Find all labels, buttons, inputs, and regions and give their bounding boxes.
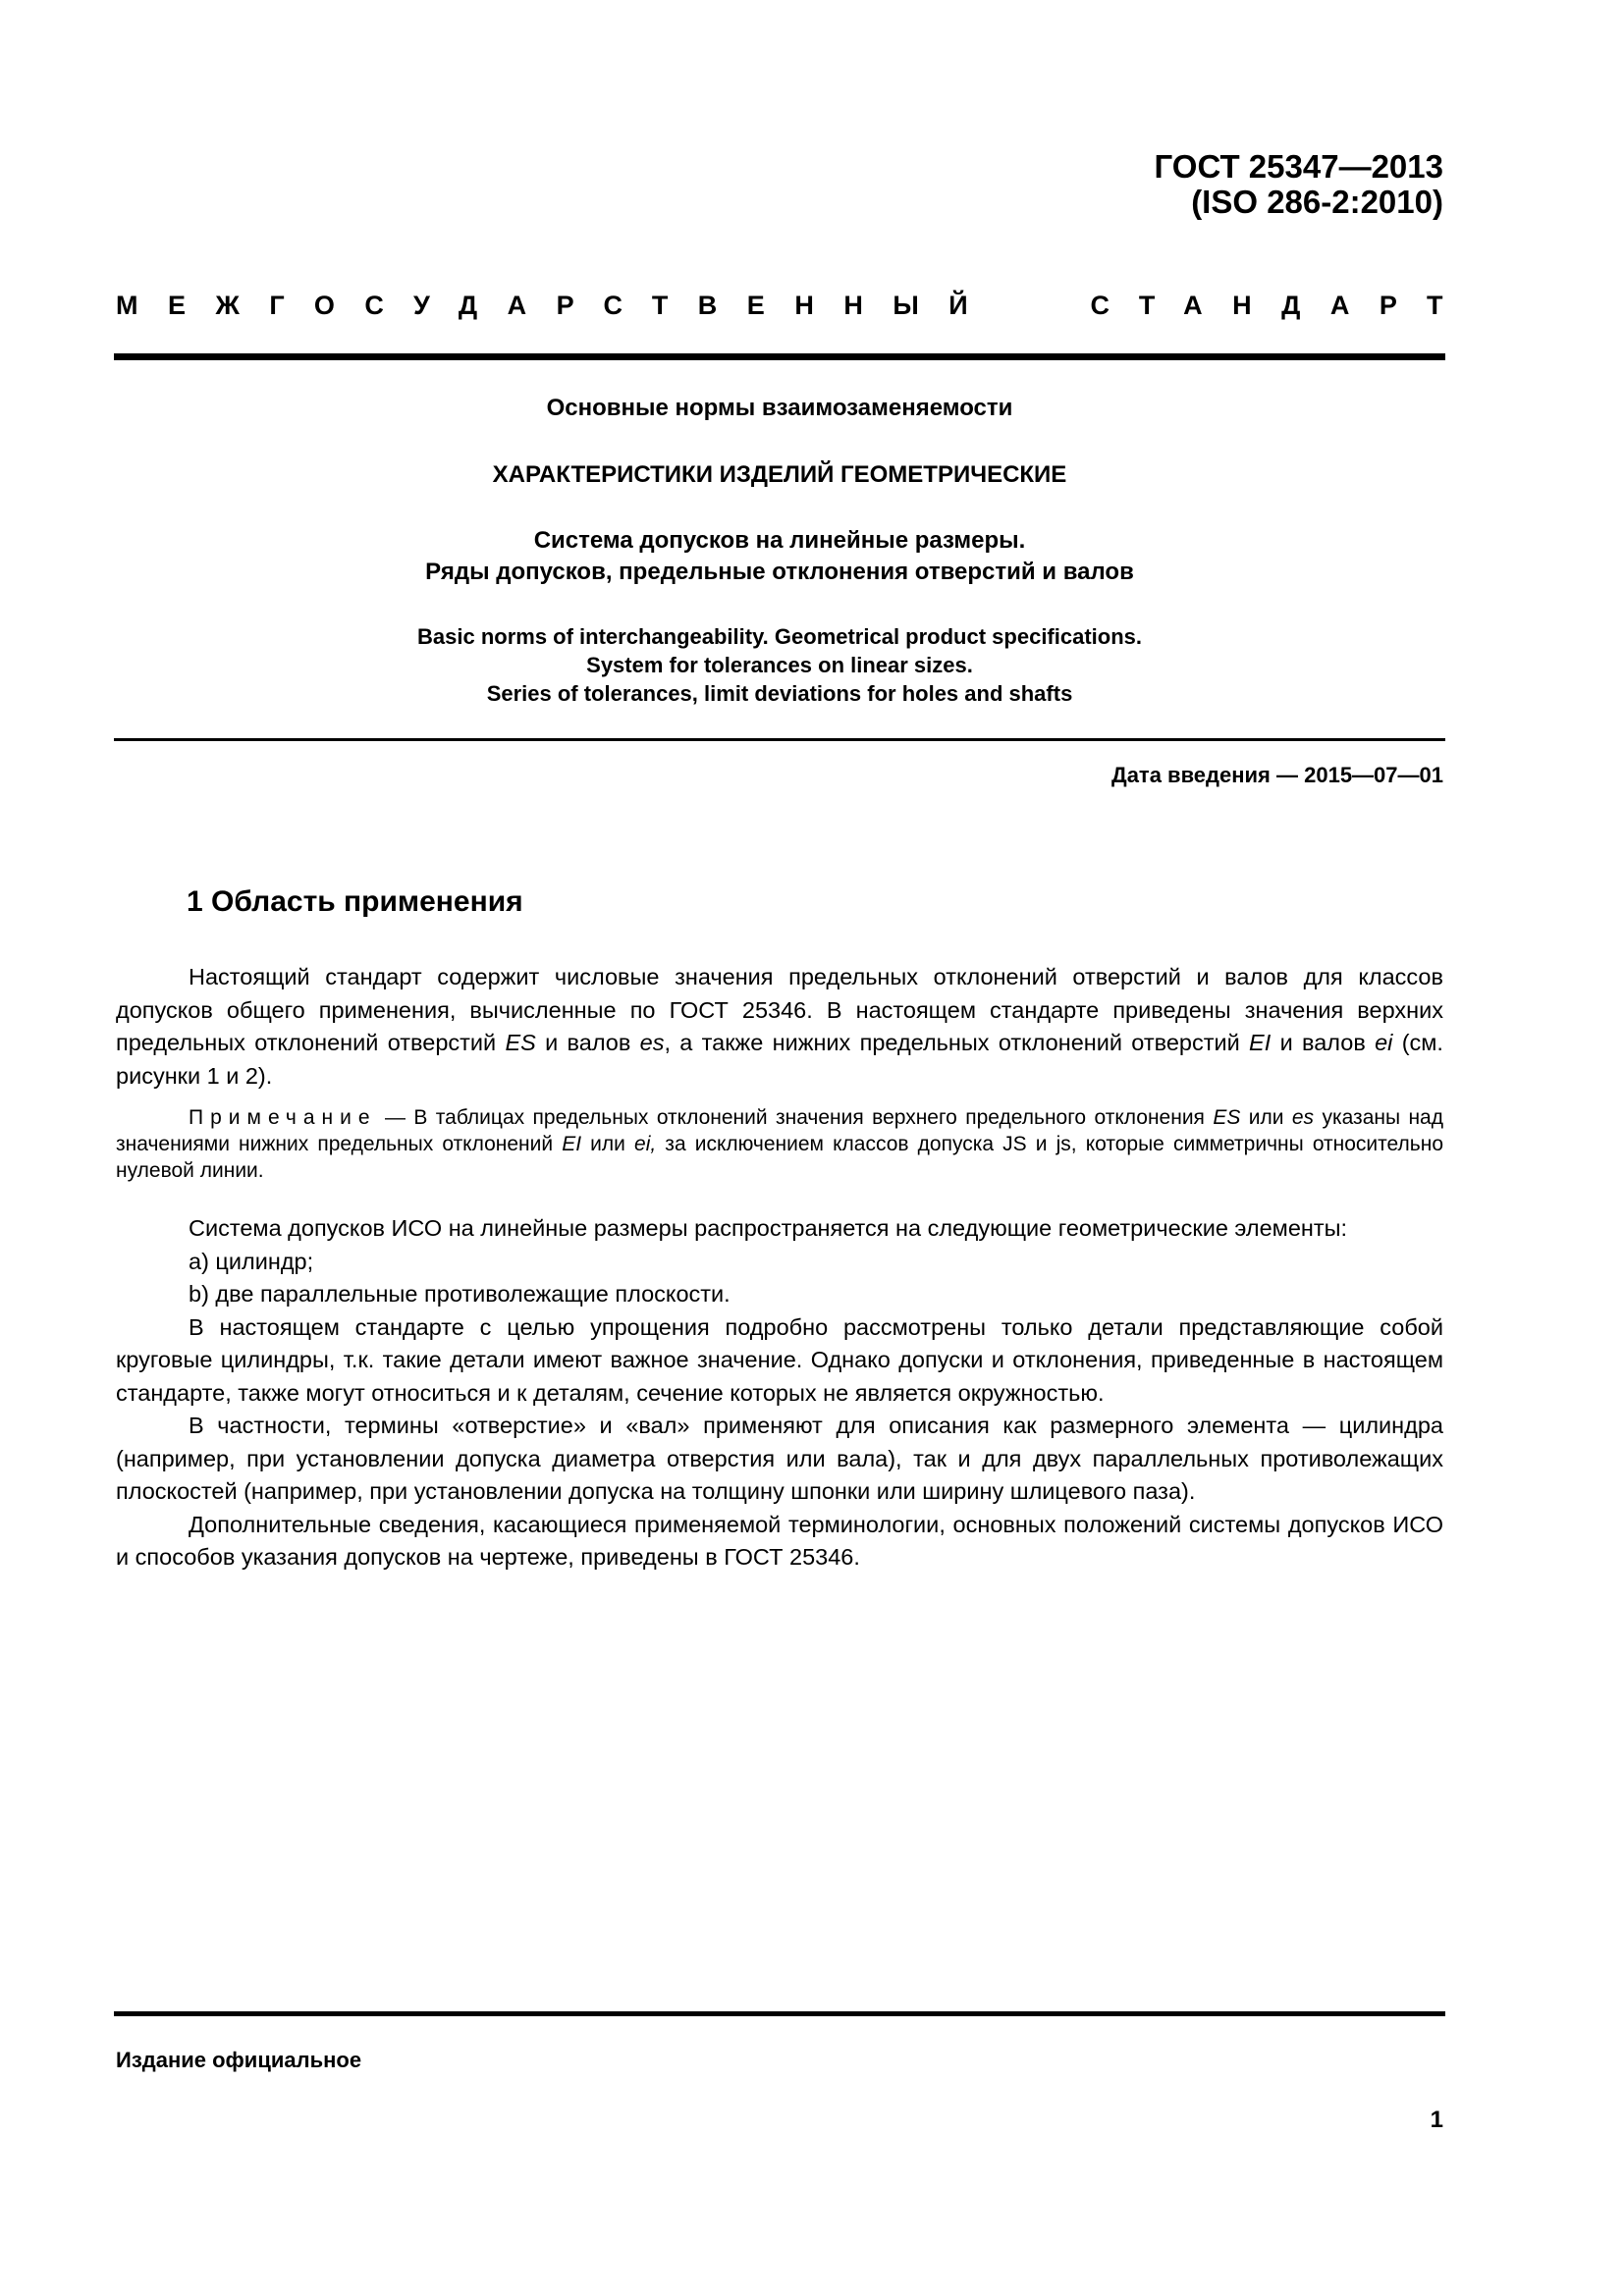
paragraph-4: В частности, термины «отверстие» и «вал» применяют для описания как размерного элемента — цилиндра (например, при установлении допуска диаметра отверстия или вала), так и для двух параллельных противолежащих плоскостей (например, при установлении допуска на толщину шпонки или ширину шлицевого паза). [116, 1413, 1443, 1504]
symbol-EI: EI [1249, 1030, 1272, 1055]
standard-number: ГОСТ 25347—2013 [1154, 148, 1443, 185]
text-run: и валов [1271, 1030, 1376, 1055]
list-item-a: a) цилиндр; [189, 1248, 314, 1274]
paragraph-5: Дополнительные сведения, касающиеся применяемой терминологии, основных положений системы допусков ИСО и способов указания допусков на чертеже, приведены в ГОСТ 25346. [116, 1511, 1443, 1570]
title-line-3b: Ряды допусков, предельные отклонения отверстий и валов [425, 559, 1134, 585]
note [116, 1104, 1443, 1184]
standard-kind [116, 288, 1473, 323]
title-line-2: ХАРАКТЕРИСТИКИ ИЗДЕЛИЙ ГЕОМЕТРИЧЕСКИЕ [492, 461, 1067, 488]
standard-identifier [1155, 149, 1443, 220]
text-run: за исключением классов допуска JS и js, которые симметричны относительно нулевой линии. [116, 1133, 1444, 1182]
symbol-es: es [639, 1030, 665, 1055]
title-en-3: Series of tolerances, limit deviations for holes and shafts [486, 681, 1073, 706]
symbol-ei: ei [1375, 1030, 1393, 1055]
text-run: (см. рисунки 1 и 2). [116, 1030, 1443, 1089]
title-en-1: Basic norms of interchangeability. Geometrical product specifications. [417, 624, 1142, 649]
footer-rule [114, 2011, 1445, 2016]
note-label: Примечание [189, 1106, 377, 1129]
standard-kind-word-1: МЕЖГОСУДАРСТВЕННЫЙ [116, 291, 999, 320]
title-en-2: System for tolerances on linear sizes. [586, 653, 973, 677]
symbol-ES: ES [1213, 1106, 1241, 1129]
text-run: указаны над значениями нижних предельных отклонений [116, 1106, 1443, 1155]
paragraph-block [116, 1212, 1443, 1575]
symbol-ES: ES [505, 1030, 536, 1055]
text-run: — В таблицах предельных отклонений значения верхнего предельного отклонения [376, 1106, 1214, 1129]
text-run: или [581, 1133, 635, 1155]
header-rule [114, 353, 1445, 360]
paragraph-1 [116, 961, 1443, 1093]
title-line-1: Основные нормы взаимозаменяемости [546, 395, 1013, 421]
text-run: и валов [535, 1030, 640, 1055]
title-rule [114, 738, 1445, 741]
title-group [114, 393, 1445, 424]
paragraph-3: В настоящем стандарте с целью упрощения подробно рассмотрены только детали представляющие собой круговые цилиндры, т.к. такие детали имеют важное значение. Однако допуски и отклонения, приведенные в настоящем стандарте, также могут относиться и к деталям, сечение которых не является окружностью. [116, 1313, 1443, 1406]
title-subtitle [114, 525, 1445, 588]
list-item-b: b) две параллельные противолежащие плоскости. [189, 1281, 731, 1307]
title-english [114, 622, 1445, 708]
section-heading: 1 Область применения [187, 885, 523, 918]
symbol-es: es [1291, 1106, 1315, 1129]
paragraph-2: Система допусков ИСО на линейные размеры распространяется на следующие геометрические элементы: [189, 1215, 1348, 1241]
text-run: или [1240, 1106, 1292, 1129]
title-main [114, 459, 1445, 491]
text-run: Настоящий стандарт содержит числовые значения предельных отклонений отверстий и валов для классов допусков общего применения, вычисленные по ГОСТ 25346. В настоящем стандарте приведены значения верхних предельных отклонений отверстий [116, 964, 1443, 1055]
page-number: 1 [1430, 2107, 1443, 2133]
symbol-EI: EI [562, 1133, 582, 1155]
title-line-3a: Система допусков на линейные размеры. [533, 527, 1026, 554]
iso-number: (ISO 286-2:2010) [1191, 184, 1443, 220]
symbol-ei: ei, [634, 1133, 657, 1155]
edition-label: Издание официальное [116, 2048, 362, 2072]
introduction-date: Дата введения — 2015—07—01 [1111, 763, 1443, 787]
standard-kind-word-2: СТАНДАРТ [1090, 291, 1473, 320]
text-run: , а также нижних предельных отклонений отверстий [664, 1030, 1250, 1055]
